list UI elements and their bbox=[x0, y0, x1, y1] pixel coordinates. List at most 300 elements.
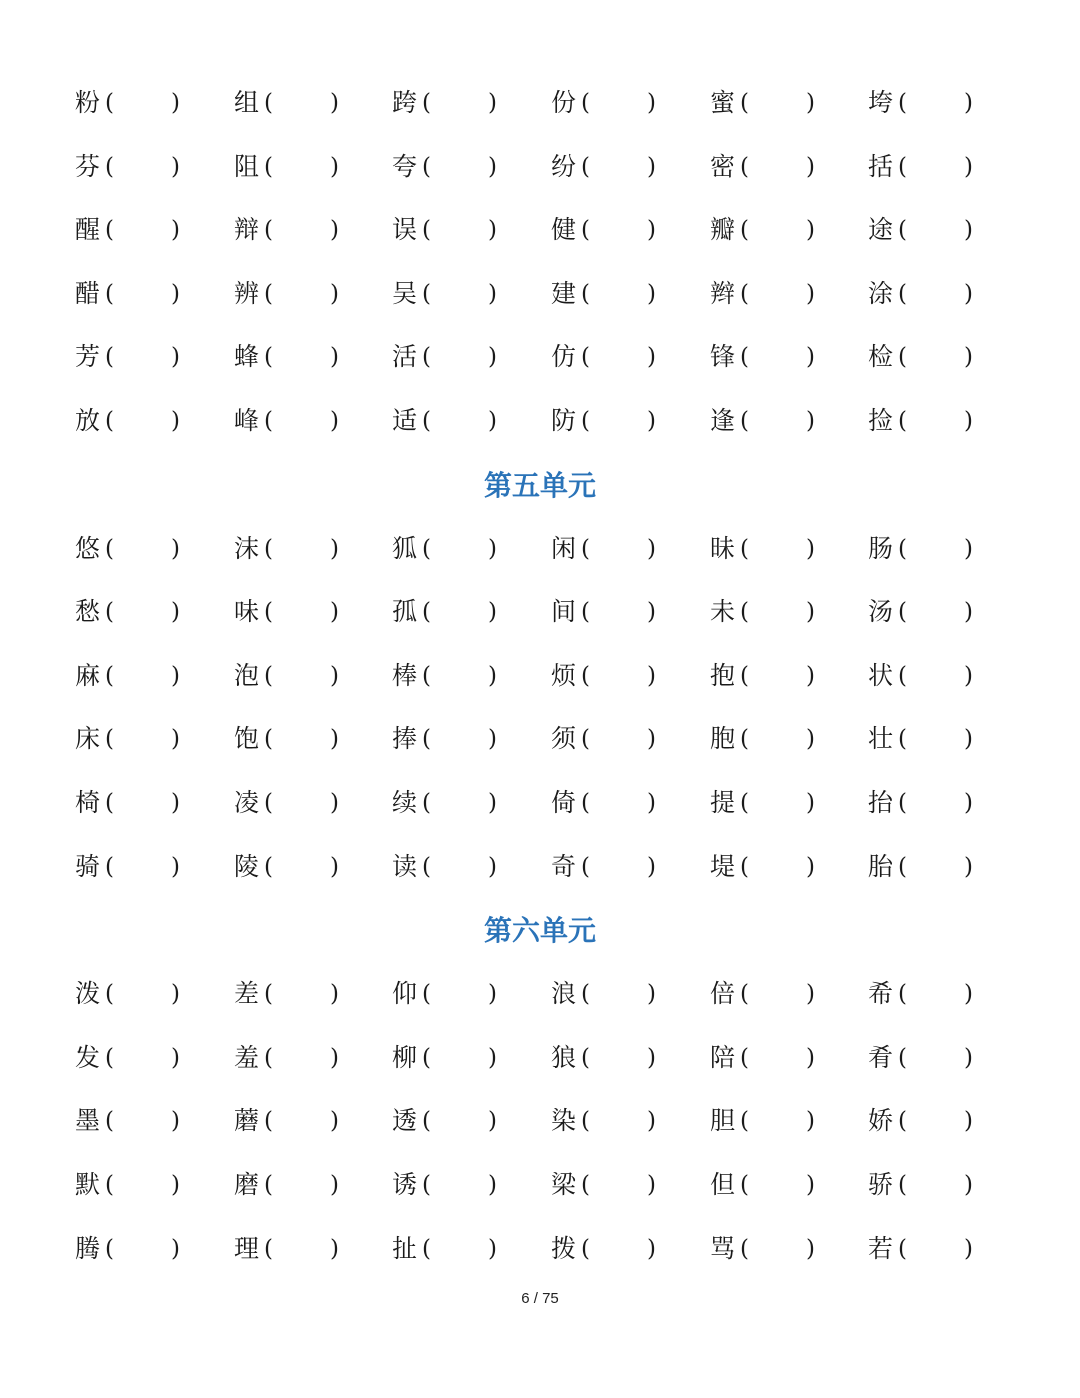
character: 椅 bbox=[75, 788, 101, 817]
character: 途 bbox=[868, 215, 894, 244]
left-paren: ( bbox=[898, 854, 907, 880]
right-paren: ) bbox=[647, 408, 656, 434]
character: 间 bbox=[551, 597, 577, 626]
character-row bbox=[0, 783, 1080, 823]
left-paren: ( bbox=[740, 281, 749, 307]
right-paren: ) bbox=[964, 1108, 973, 1134]
right-paren: ) bbox=[806, 854, 815, 880]
right-paren: ) bbox=[647, 154, 656, 180]
character: 烦 bbox=[551, 661, 577, 690]
character-blank[interactable] bbox=[868, 337, 1018, 377]
character: 辫 bbox=[710, 279, 736, 308]
character: 肴 bbox=[868, 1043, 894, 1072]
right-paren: ) bbox=[330, 1045, 339, 1071]
character: 提 bbox=[710, 788, 736, 817]
left-paren: ( bbox=[264, 90, 273, 116]
character: 捧 bbox=[392, 724, 418, 753]
character-blank[interactable] bbox=[868, 847, 1018, 887]
character: 醋 bbox=[75, 279, 101, 308]
character-blank[interactable] bbox=[710, 592, 860, 632]
character-blank[interactable] bbox=[710, 1038, 860, 1078]
character-blank[interactable] bbox=[710, 210, 860, 250]
character-blank[interactable] bbox=[75, 847, 225, 887]
character-blank[interactable] bbox=[392, 974, 542, 1014]
character-row bbox=[0, 1038, 1080, 1078]
right-paren: ) bbox=[647, 217, 656, 243]
right-paren: ) bbox=[964, 217, 973, 243]
character: 吴 bbox=[392, 279, 418, 308]
character: 陵 bbox=[234, 852, 260, 881]
character-blank[interactable] bbox=[551, 592, 701, 632]
character-blank[interactable] bbox=[868, 1101, 1018, 1141]
left-paren: ( bbox=[581, 1045, 590, 1071]
character-blank[interactable] bbox=[551, 783, 701, 823]
character: 组 bbox=[234, 88, 260, 117]
character-blank[interactable] bbox=[710, 1165, 860, 1205]
left-paren: ( bbox=[105, 663, 114, 689]
character: 倚 bbox=[551, 788, 577, 817]
right-paren: ) bbox=[647, 281, 656, 307]
character-blank[interactable] bbox=[710, 656, 860, 696]
character-row bbox=[0, 719, 1080, 759]
character-blank[interactable] bbox=[710, 529, 860, 569]
right-paren: ) bbox=[488, 726, 497, 752]
right-paren: ) bbox=[488, 1236, 497, 1262]
character: 蘑 bbox=[234, 1106, 260, 1135]
character-blank[interactable] bbox=[551, 401, 701, 441]
left-paren: ( bbox=[264, 1108, 273, 1134]
character: 狐 bbox=[392, 534, 418, 563]
left-paren: ( bbox=[581, 344, 590, 370]
right-paren: ) bbox=[488, 217, 497, 243]
character-blank[interactable] bbox=[234, 847, 384, 887]
character: 闲 bbox=[551, 534, 577, 563]
character-blank[interactable] bbox=[234, 147, 384, 187]
right-paren: ) bbox=[964, 854, 973, 880]
left-paren: ( bbox=[581, 726, 590, 752]
right-paren: ) bbox=[647, 344, 656, 370]
left-paren: ( bbox=[898, 726, 907, 752]
character-blank[interactable] bbox=[868, 1038, 1018, 1078]
character-blank[interactable] bbox=[868, 974, 1018, 1014]
right-paren: ) bbox=[488, 599, 497, 625]
character-blank[interactable] bbox=[392, 210, 542, 250]
character-blank[interactable] bbox=[392, 401, 542, 441]
right-paren: ) bbox=[647, 790, 656, 816]
character-blank[interactable] bbox=[392, 783, 542, 823]
left-paren: ( bbox=[422, 408, 431, 434]
character: 蜜 bbox=[710, 88, 736, 117]
character-blank[interactable] bbox=[551, 274, 701, 314]
right-paren: ) bbox=[330, 1172, 339, 1198]
left-paren: ( bbox=[422, 1172, 431, 1198]
left-paren: ( bbox=[581, 536, 590, 562]
right-paren: ) bbox=[171, 1108, 180, 1134]
right-paren: ) bbox=[171, 726, 180, 752]
left-paren: ( bbox=[898, 408, 907, 434]
right-paren: ) bbox=[330, 217, 339, 243]
character-blank[interactable] bbox=[75, 337, 225, 377]
character-blank[interactable] bbox=[75, 274, 225, 314]
character-blank[interactable] bbox=[75, 529, 225, 569]
character: 检 bbox=[868, 342, 894, 371]
right-paren: ) bbox=[171, 981, 180, 1007]
character-blank[interactable] bbox=[868, 529, 1018, 569]
left-paren: ( bbox=[898, 1108, 907, 1134]
left-paren: ( bbox=[105, 726, 114, 752]
character: 染 bbox=[551, 1106, 577, 1135]
character-blank[interactable] bbox=[710, 401, 860, 441]
character-blank[interactable] bbox=[551, 210, 701, 250]
character: 若 bbox=[868, 1234, 894, 1263]
right-paren: ) bbox=[488, 344, 497, 370]
character: 壮 bbox=[868, 724, 894, 753]
left-paren: ( bbox=[264, 344, 273, 370]
character: 芬 bbox=[75, 152, 101, 181]
character-blank[interactable] bbox=[392, 1038, 542, 1078]
character-blank[interactable] bbox=[392, 592, 542, 632]
character-blank[interactable] bbox=[551, 1229, 701, 1269]
character: 夸 bbox=[392, 152, 418, 181]
character: 仰 bbox=[392, 979, 418, 1008]
character: 理 bbox=[234, 1234, 260, 1263]
character-blank[interactable] bbox=[234, 1038, 384, 1078]
character-blank[interactable] bbox=[234, 592, 384, 632]
right-paren: ) bbox=[806, 1108, 815, 1134]
character-blank[interactable] bbox=[234, 656, 384, 696]
character-blank[interactable] bbox=[234, 1101, 384, 1141]
left-paren: ( bbox=[422, 1236, 431, 1262]
right-paren: ) bbox=[330, 854, 339, 880]
page-indicator: 6 / 75 bbox=[521, 1290, 559, 1307]
right-paren: ) bbox=[647, 599, 656, 625]
left-paren: ( bbox=[898, 1045, 907, 1071]
left-paren: ( bbox=[898, 1172, 907, 1198]
right-paren: ) bbox=[330, 154, 339, 180]
character-blank[interactable] bbox=[710, 83, 860, 123]
character: 芳 bbox=[75, 342, 101, 371]
left-paren: ( bbox=[898, 1236, 907, 1262]
left-paren: ( bbox=[105, 1172, 114, 1198]
right-paren: ) bbox=[330, 981, 339, 1007]
character: 汤 bbox=[868, 597, 894, 626]
right-paren: ) bbox=[488, 790, 497, 816]
character-blank[interactable] bbox=[868, 401, 1018, 441]
character-blank[interactable] bbox=[710, 1101, 860, 1141]
right-paren: ) bbox=[964, 726, 973, 752]
character-blank[interactable] bbox=[868, 719, 1018, 759]
left-paren: ( bbox=[422, 90, 431, 116]
right-paren: ) bbox=[964, 281, 973, 307]
left-paren: ( bbox=[581, 599, 590, 625]
character: 放 bbox=[75, 406, 101, 435]
left-paren: ( bbox=[581, 154, 590, 180]
character: 跨 bbox=[392, 88, 418, 117]
character: 悠 bbox=[75, 534, 101, 563]
character: 误 bbox=[392, 215, 418, 244]
right-paren: ) bbox=[330, 663, 339, 689]
right-paren: ) bbox=[488, 981, 497, 1007]
right-paren: ) bbox=[171, 217, 180, 243]
character-blank[interactable] bbox=[234, 529, 384, 569]
right-paren: ) bbox=[806, 981, 815, 1007]
character-blank[interactable] bbox=[710, 274, 860, 314]
character-blank[interactable] bbox=[868, 1229, 1018, 1269]
right-paren: ) bbox=[171, 1236, 180, 1262]
character-blank[interactable] bbox=[710, 1229, 860, 1269]
character: 扯 bbox=[392, 1234, 418, 1263]
character-blank[interactable] bbox=[551, 529, 701, 569]
left-paren: ( bbox=[105, 217, 114, 243]
character-blank[interactable] bbox=[392, 147, 542, 187]
character-blank[interactable] bbox=[551, 1101, 701, 1141]
character-blank[interactable] bbox=[234, 719, 384, 759]
character-blank[interactable] bbox=[75, 719, 225, 759]
right-paren: ) bbox=[488, 154, 497, 180]
character-blank[interactable] bbox=[551, 147, 701, 187]
character: 麻 bbox=[75, 661, 101, 690]
character-blank[interactable] bbox=[234, 783, 384, 823]
character: 墨 bbox=[75, 1106, 101, 1135]
character-blank[interactable] bbox=[392, 656, 542, 696]
character-row bbox=[0, 337, 1080, 377]
left-paren: ( bbox=[422, 854, 431, 880]
character: 峰 bbox=[234, 406, 260, 435]
character-blank[interactable] bbox=[392, 274, 542, 314]
character: 拨 bbox=[551, 1234, 577, 1263]
character-blank[interactable] bbox=[868, 783, 1018, 823]
character-blank[interactable] bbox=[75, 210, 225, 250]
character-blank[interactable] bbox=[234, 974, 384, 1014]
character: 胞 bbox=[710, 724, 736, 753]
character-blank[interactable] bbox=[710, 147, 860, 187]
left-paren: ( bbox=[898, 217, 907, 243]
left-paren: ( bbox=[740, 981, 749, 1007]
character: 羞 bbox=[234, 1043, 260, 1072]
character: 阻 bbox=[234, 152, 260, 181]
character-blank[interactable] bbox=[710, 337, 860, 377]
character: 陪 bbox=[710, 1043, 736, 1072]
character-blank[interactable] bbox=[551, 1038, 701, 1078]
right-paren: ) bbox=[964, 663, 973, 689]
character-blank[interactable] bbox=[392, 529, 542, 569]
left-paren: ( bbox=[422, 344, 431, 370]
character-blank[interactable] bbox=[75, 1038, 225, 1078]
character: 锋 bbox=[710, 342, 736, 371]
character-blank[interactable] bbox=[392, 847, 542, 887]
character-blank[interactable] bbox=[75, 1165, 225, 1205]
character: 娇 bbox=[868, 1106, 894, 1135]
character: 凌 bbox=[234, 788, 260, 817]
character-blank[interactable] bbox=[551, 83, 701, 123]
character: 骄 bbox=[868, 1170, 894, 1199]
character: 健 bbox=[551, 215, 577, 244]
character-blank[interactable] bbox=[75, 783, 225, 823]
character: 括 bbox=[868, 152, 894, 181]
character-blank[interactable] bbox=[551, 847, 701, 887]
character-blank[interactable] bbox=[392, 1165, 542, 1205]
character-blank[interactable] bbox=[710, 783, 860, 823]
right-paren: ) bbox=[171, 854, 180, 880]
character: 辨 bbox=[234, 279, 260, 308]
character-blank[interactable] bbox=[75, 1229, 225, 1269]
character-blank[interactable] bbox=[392, 719, 542, 759]
left-paren: ( bbox=[264, 536, 273, 562]
right-paren: ) bbox=[806, 408, 815, 434]
right-paren: ) bbox=[330, 1236, 339, 1262]
right-paren: ) bbox=[171, 536, 180, 562]
left-paren: ( bbox=[581, 217, 590, 243]
character-blank[interactable] bbox=[868, 656, 1018, 696]
right-paren: ) bbox=[171, 1045, 180, 1071]
character-blank[interactable] bbox=[551, 974, 701, 1014]
character: 透 bbox=[392, 1106, 418, 1135]
character-blank[interactable] bbox=[234, 210, 384, 250]
right-paren: ) bbox=[171, 344, 180, 370]
right-paren: ) bbox=[488, 854, 497, 880]
right-paren: ) bbox=[647, 1236, 656, 1262]
right-paren: ) bbox=[964, 344, 973, 370]
left-paren: ( bbox=[898, 981, 907, 1007]
right-paren: ) bbox=[806, 154, 815, 180]
left-paren: ( bbox=[740, 344, 749, 370]
right-paren: ) bbox=[806, 217, 815, 243]
left-paren: ( bbox=[740, 1108, 749, 1134]
left-paren: ( bbox=[105, 344, 114, 370]
left-paren: ( bbox=[105, 790, 114, 816]
right-paren: ) bbox=[171, 281, 180, 307]
character: 孤 bbox=[392, 597, 418, 626]
character-blank[interactable] bbox=[868, 147, 1018, 187]
character-blank[interactable] bbox=[710, 974, 860, 1014]
character-blank[interactable] bbox=[75, 401, 225, 441]
character-row bbox=[0, 847, 1080, 887]
character-blank[interactable] bbox=[75, 147, 225, 187]
character-blank[interactable] bbox=[234, 401, 384, 441]
character-blank[interactable] bbox=[234, 337, 384, 377]
character-blank[interactable] bbox=[392, 1229, 542, 1269]
left-paren: ( bbox=[264, 1172, 273, 1198]
right-paren: ) bbox=[171, 663, 180, 689]
character-blank[interactable] bbox=[75, 1101, 225, 1141]
character-blank[interactable] bbox=[392, 83, 542, 123]
left-paren: ( bbox=[105, 408, 114, 434]
character-blank[interactable] bbox=[234, 274, 384, 314]
character-blank[interactable] bbox=[75, 592, 225, 632]
character-blank[interactable] bbox=[75, 656, 225, 696]
character-blank[interactable] bbox=[392, 1101, 542, 1141]
right-paren: ) bbox=[330, 344, 339, 370]
character: 倍 bbox=[710, 979, 736, 1008]
character: 默 bbox=[75, 1170, 101, 1199]
left-paren: ( bbox=[422, 790, 431, 816]
character: 抬 bbox=[868, 788, 894, 817]
character: 味 bbox=[234, 597, 260, 626]
right-paren: ) bbox=[647, 981, 656, 1007]
right-paren: ) bbox=[964, 408, 973, 434]
character-blank[interactable] bbox=[710, 719, 860, 759]
left-paren: ( bbox=[264, 599, 273, 625]
character-blank[interactable] bbox=[234, 1165, 384, 1205]
left-paren: ( bbox=[264, 154, 273, 180]
character: 密 bbox=[710, 152, 736, 181]
character-blank[interactable] bbox=[75, 83, 225, 123]
left-paren: ( bbox=[898, 90, 907, 116]
right-paren: ) bbox=[330, 726, 339, 752]
left-paren: ( bbox=[898, 344, 907, 370]
left-paren: ( bbox=[740, 790, 749, 816]
right-paren: ) bbox=[806, 344, 815, 370]
left-paren: ( bbox=[581, 1108, 590, 1134]
left-paren: ( bbox=[422, 217, 431, 243]
left-paren: ( bbox=[422, 536, 431, 562]
character: 腾 bbox=[75, 1234, 101, 1263]
character: 粉 bbox=[75, 88, 101, 117]
left-paren: ( bbox=[581, 1236, 590, 1262]
character: 须 bbox=[551, 724, 577, 753]
left-paren: ( bbox=[898, 154, 907, 180]
left-paren: ( bbox=[898, 281, 907, 307]
right-paren: ) bbox=[806, 1172, 815, 1198]
character-blank[interactable] bbox=[551, 337, 701, 377]
character-blank[interactable] bbox=[868, 83, 1018, 123]
character-blank[interactable] bbox=[868, 274, 1018, 314]
character: 份 bbox=[551, 88, 577, 117]
left-paren: ( bbox=[422, 281, 431, 307]
character-row bbox=[0, 401, 1080, 441]
character-blank[interactable] bbox=[551, 719, 701, 759]
right-paren: ) bbox=[806, 663, 815, 689]
character-blank[interactable] bbox=[234, 1229, 384, 1269]
character-row bbox=[0, 210, 1080, 250]
right-paren: ) bbox=[171, 1172, 180, 1198]
character-blank[interactable] bbox=[234, 83, 384, 123]
character-blank[interactable] bbox=[551, 656, 701, 696]
right-paren: ) bbox=[647, 1045, 656, 1071]
character-blank[interactable] bbox=[868, 210, 1018, 250]
character: 饱 bbox=[234, 724, 260, 753]
character-blank[interactable] bbox=[551, 1165, 701, 1205]
right-paren: ) bbox=[806, 726, 815, 752]
character-blank[interactable] bbox=[868, 1165, 1018, 1205]
character-row bbox=[0, 274, 1080, 314]
character: 骂 bbox=[710, 1234, 736, 1263]
left-paren: ( bbox=[740, 726, 749, 752]
left-paren: ( bbox=[422, 599, 431, 625]
right-paren: ) bbox=[171, 90, 180, 116]
left-paren: ( bbox=[740, 154, 749, 180]
character: 涂 bbox=[868, 279, 894, 308]
character-blank[interactable] bbox=[75, 974, 225, 1014]
right-paren: ) bbox=[806, 536, 815, 562]
character: 沫 bbox=[234, 534, 260, 563]
character: 活 bbox=[392, 342, 418, 371]
character-blank[interactable] bbox=[710, 847, 860, 887]
right-paren: ) bbox=[964, 1172, 973, 1198]
character: 狼 bbox=[551, 1043, 577, 1072]
character: 建 bbox=[551, 279, 577, 308]
character: 奇 bbox=[551, 852, 577, 881]
left-paren: ( bbox=[740, 217, 749, 243]
left-paren: ( bbox=[105, 599, 114, 625]
right-paren: ) bbox=[964, 154, 973, 180]
character-blank[interactable] bbox=[392, 337, 542, 377]
character: 昧 bbox=[710, 534, 736, 563]
unit-heading: 第五单元 bbox=[483, 468, 596, 502]
character-blank[interactable] bbox=[868, 592, 1018, 632]
left-paren: ( bbox=[740, 408, 749, 434]
left-paren: ( bbox=[740, 1236, 749, 1262]
